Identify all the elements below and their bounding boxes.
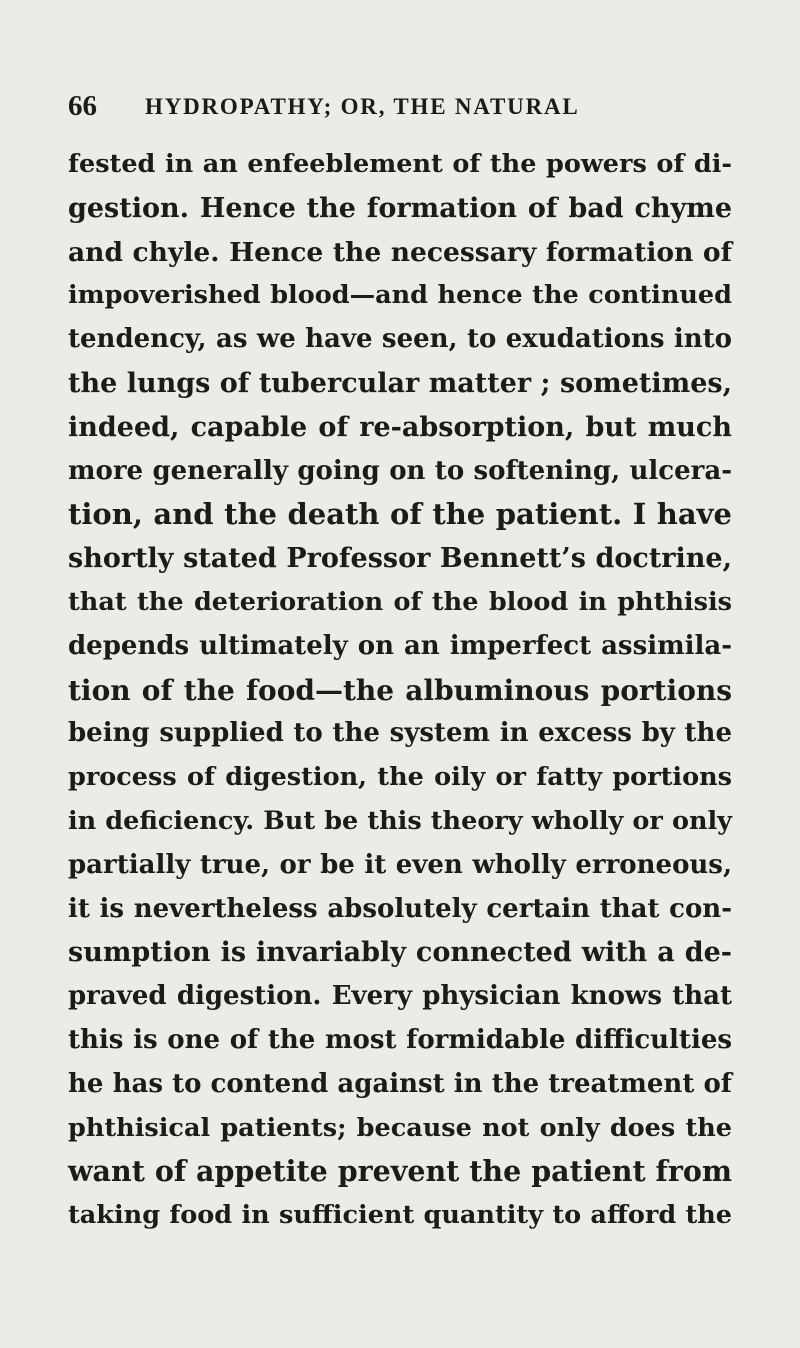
text-line: this is one of the most formidable difficulties xyxy=(68,1024,732,1055)
text-line: fested in an enfeeblement of the powers of di- xyxy=(68,149,732,179)
text-line: tion of the food—the albuminous portions xyxy=(68,673,732,707)
text-line: tion, and the death of the patient. I have xyxy=(68,497,732,532)
text-line: more generally going on to softening, ulcera- xyxy=(68,455,732,486)
text-line: the lungs of tubercular matter ; sometimes, xyxy=(68,367,732,399)
text-line: taking food in sufficient quantity to afford the xyxy=(68,1200,732,1231)
text-line: praved digestion. Every physician knows that xyxy=(68,981,732,1012)
text-line: shortly stated Professor Bennett’s doctrine, xyxy=(68,543,732,575)
text-line: process of digestion, the oily or fatty portions xyxy=(68,762,732,793)
text-line: partially true, or be it even wholly erroneous, xyxy=(68,849,732,880)
text-line: in deficiency. But be this theory wholly or only xyxy=(68,805,732,836)
text-line: want of appetite prevent the patient from xyxy=(68,1154,732,1189)
page-number: 66 xyxy=(68,90,97,122)
text-line: indeed, capable of re-absorption, but much xyxy=(68,411,732,443)
text-line: he has to contend against in the treatment of xyxy=(68,1068,732,1099)
text-line: depends ultimately on an imperfect assimila- xyxy=(68,630,732,661)
text-line: and chyle. Hence the necessary formation of xyxy=(68,236,732,268)
text-line: impoverished blood—and hence the continued xyxy=(68,280,732,311)
running-header xyxy=(68,84,732,128)
text-line: that the deterioration of the blood in phthisis xyxy=(68,586,732,617)
text-line: phthisical patients; because not only does the xyxy=(68,1112,732,1143)
text-line: it is nevertheless absolutely certain that con- xyxy=(68,893,732,924)
text-line: sumption is invariably connected with a de- xyxy=(68,937,732,969)
text-line: tendency, as we have seen, to exudations into xyxy=(68,324,732,355)
text-line: being supplied to the system in excess by the xyxy=(68,718,732,749)
text-line: gestion. Hence the formation of bad chyme xyxy=(68,192,732,224)
running-title: HYDROPATHY; OR, THE NATURAL xyxy=(145,94,580,119)
body-text xyxy=(68,143,732,1238)
